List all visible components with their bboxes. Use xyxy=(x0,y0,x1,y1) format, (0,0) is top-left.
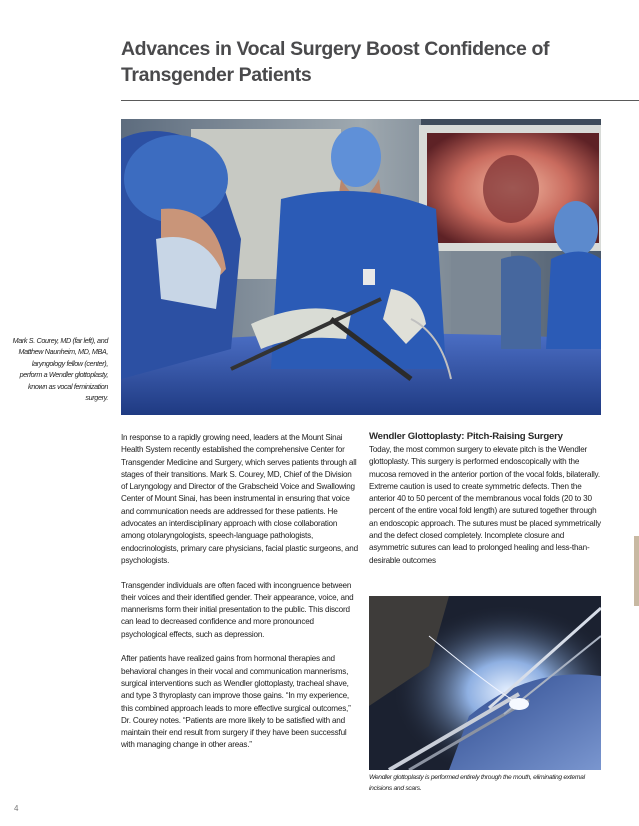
surgery-team-photo xyxy=(121,119,601,415)
sidebar-heading: Wendler Glottoplasty: Pitch-Raising Surgery xyxy=(369,431,563,442)
sidebar-body: Today, the most common surgery to elevate pitch is the Wendler glottoplasty. This surgery is performed endoscopically with the mucosa removed in the anterior portion of the vocal folds, bilaterally. Extreme caution is used to create symmetric defects. Then the anterior 40 to 50 percent of the membranous vocal folds (20 to 30 percent of the entire vocal fold length) are sutured together through an endoscopic approach. The sutures must be placed symmetrically and the defect closed completely. Incomplete closure and asymmetric sutures can lead to prolonged healing and less-than-desirable outcomes xyxy=(369,445,601,565)
glottoplasty-illustration xyxy=(369,596,601,770)
page-number: 4 xyxy=(14,804,19,813)
article-body xyxy=(121,432,358,764)
body-paragraph-3: After patients have realized gains from hormonal therapies and behavioral changes in their vocal and communication mannerisms, surgical interventions such as Wendler glottoplasty, tracheal shave, and type 3 thyroplasty can improve those gains. “In my experience, this combined approach leads to more effective surgical outcomes,” Dr. Courey notes. “Patients are more likely to be satisfied with and maintain their end result from surgery if they have been successful with managing change in other areas.” xyxy=(121,654,351,750)
title-divider xyxy=(121,100,639,101)
second-photo-caption: Wendler glottoplasty is performed entirely through the mouth, eliminating external incisions and scars. xyxy=(369,774,585,792)
page-edge-tab xyxy=(634,536,639,606)
body-paragraph-2: Transgender individuals are often faced with incongruence between their voices and their identified gender. Their appearance, voice, and mannerisms form their initial presentation to the public. This discord can lead to decreased confidence and more pronounced psychological effects, such as depression. xyxy=(121,580,354,639)
glottoplasty-instrument-photo xyxy=(369,596,601,770)
article-title: Advances in Vocal Surgery Boost Confidence of Transgender Patients xyxy=(121,38,550,86)
sidebar-section xyxy=(369,430,601,567)
body-paragraph-1: In response to a rapidly growing need, leaders at the Mount Sinai Health System recently established the comprehensive Center for Transgender Medicine and Surgery, which serves patients through all stages of their transitions. Mark S. Courey, MD, Chief of the Division of Laryngology and Director of the Grabscheid Voice and Swallowing Center of Mount Sinai, has been instrumental in ensuring that voice and communication needs are addressed for these patients. He advocates an interdisciplinary approach with close collaboration among otolaryngologists, speech-language pathologists, endocrinologists, primary care physicians, facial plastic surgeons, and psychologists. xyxy=(121,433,358,565)
main-photo-caption: Mark S. Courey, MD (far left), and Matthew Naunheim, MD, MBA, laryngology fellow (center), perform a Wendler glottoplasty, known as vocal feminization surgery. xyxy=(12,336,108,403)
surgery-team-illustration xyxy=(121,119,601,415)
